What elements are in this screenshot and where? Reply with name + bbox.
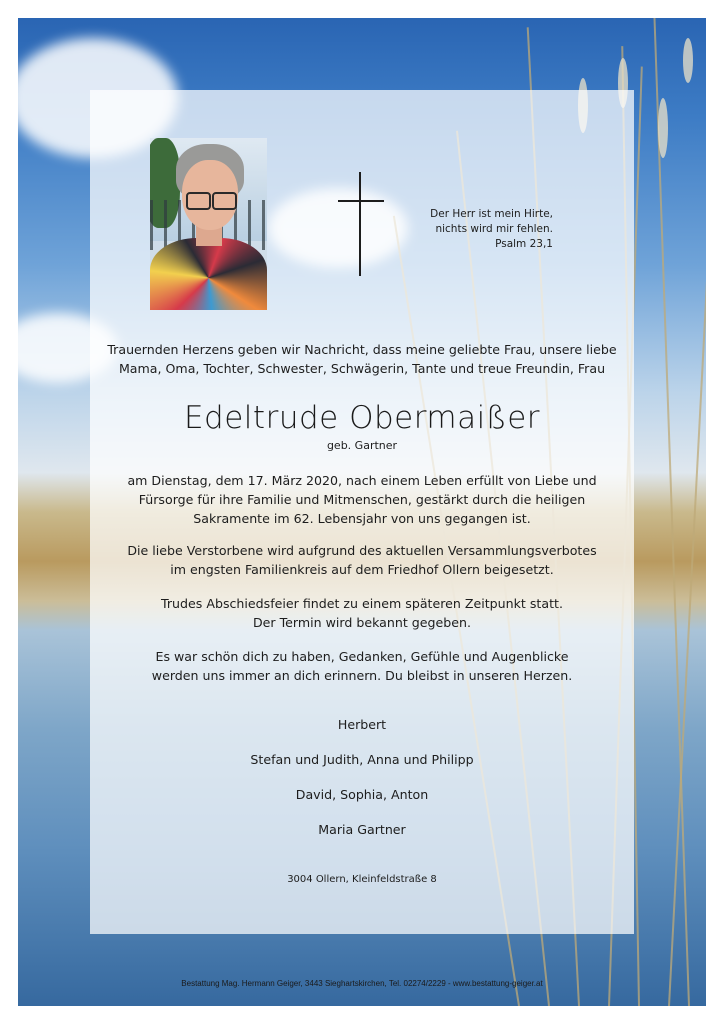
death-paragraph: [90, 471, 634, 528]
verse-line: Der Herr ist mein Hirte,: [430, 208, 553, 220]
cross-icon: [359, 172, 361, 276]
address: 3004 Ollern, Kleinfeldstraße 8: [287, 874, 437, 885]
verse-line: nichts wird mir fehlen.: [435, 223, 553, 235]
paragraph-line: im engsten Familienkreis auf dem Friedhof Ollern beigesetzt.: [170, 562, 554, 577]
paragraph-line: Es war schön dich zu haben, Gedanken, Gefühle und Augenblicke: [155, 649, 569, 664]
intro-line: Mama, Oma, Tochter, Schwester, Schwägerin, Tante und treue Freundin, Frau: [118, 361, 606, 376]
cross-icon-bar: [338, 200, 384, 202]
reed-plume: [683, 38, 693, 83]
deceased-name: Edeltrude Obermaißer: [183, 400, 541, 436]
paragraph-line: Trudes Abschiedsfeier findet zu einem späteren Zeitpunkt statt.: [161, 596, 563, 611]
paragraph-line: Die liebe Verstorbene wird aufgrund des aktuellen Versammlungsverbotes: [127, 543, 597, 558]
paragraph-line: Sakramente im 62. Lebensjahr von uns gegangen ist.: [193, 511, 531, 526]
mourner-name: David, Sophia, Anton: [295, 787, 429, 802]
portrait-photo: [150, 138, 267, 310]
paragraph-line: werden uns immer an dich erinnern. Du bleibst in unseren Herzen.: [151, 668, 573, 683]
ceremony-paragraph: [90, 594, 634, 632]
mourner-name: Stefan und Judith, Anna und Philipp: [250, 752, 474, 767]
reed-plume: [658, 98, 668, 158]
burial-paragraph: [90, 541, 634, 579]
paragraph-line: Der Termin wird bekannt gegeben.: [252, 615, 472, 630]
remembrance-paragraph: [90, 647, 634, 685]
intro-line: Trauernden Herzens geben wir Nachricht, dass meine geliebte Frau, unsere liebe: [107, 342, 617, 357]
paragraph-line: Fürsorge für ihre Familie und Mitmenschen, gestärkt durch die heiligen: [138, 492, 586, 507]
footer-funeral-home: Bestattung Mag. Hermann Geiger, 3443 Sieghartskirchen, Tel. 02274/2229 - www.bestattung-geiger.at: [181, 979, 543, 988]
verse-reference: Psalm 23,1: [495, 238, 553, 250]
maiden-name: geb. Gartner: [326, 439, 398, 452]
intro-text: [90, 340, 634, 378]
bible-verse: [430, 207, 553, 252]
mourner-name: Maria Gartner: [318, 822, 406, 837]
reed-stalk: [653, 18, 690, 1006]
paragraph-line: am Dienstag, dem 17. März 2020, nach einem Leben erfüllt von Liebe und: [127, 473, 597, 488]
mourner-name: Herbert: [337, 717, 387, 732]
